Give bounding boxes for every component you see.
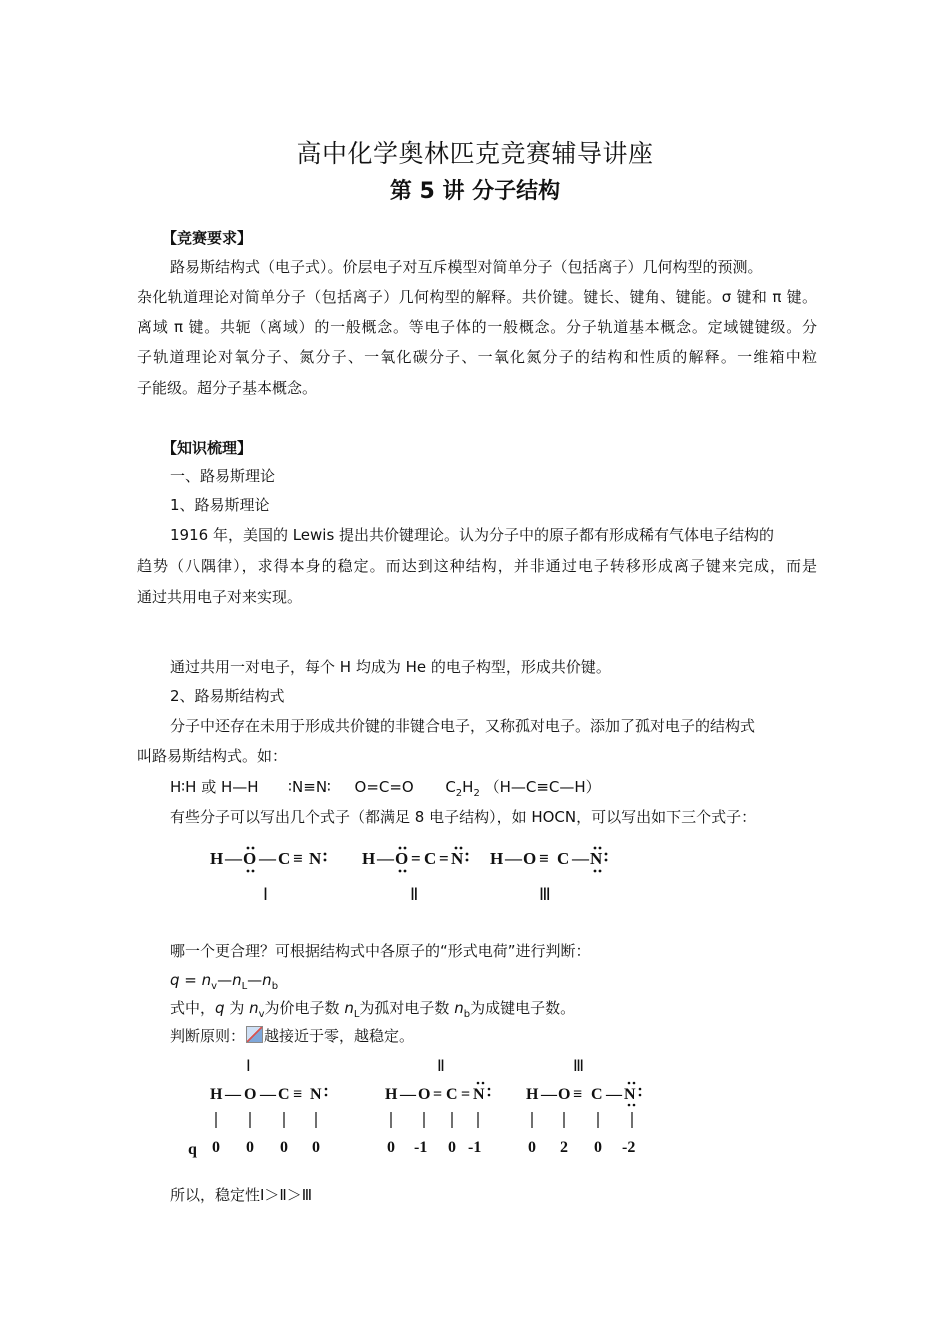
lewis-paragraph-line-2: 趋势（八隅律），求得本身的稳定。而达到这种结构，并非通过电子转移形成离子键来完成，而是: [137, 557, 817, 575]
hocn-line: 有些分子可以写出几个式子（都满足 8 电子结构），如 HOCN，可以写出如下三个式子：: [170, 808, 757, 826]
structure-paragraph-line-2: 叫路易斯结构式。如：: [137, 747, 288, 765]
svg-text:N: N: [473, 1086, 485, 1103]
charge-I-C: 0: [280, 1139, 288, 1156]
lewis-paragraph-line-3: 通过共用电子对来实现。: [137, 588, 303, 606]
struct-I-O: O: [243, 849, 257, 868]
requirements-line-3: 离域 π 键。共轭（离域）的一般概念。等电子体的一般概念。分子轨道基本概念。定域键键级。分: [137, 318, 817, 336]
numeral-II: Ⅱ: [410, 885, 419, 904]
svg-text:H: H: [385, 1086, 398, 1103]
struct-III-N: N: [590, 849, 603, 868]
page-title: 高中化学奥林匹克竞赛辅导讲座: [296, 139, 654, 168]
struct-I-H: H: [210, 849, 224, 868]
svg-text:—: —: [541, 1086, 557, 1103]
structure-paragraph-line-1: 分子中还存在未用于形成共价键的非键合电子，又称孤对电子。添加了孤对电子的结构式: [170, 717, 756, 735]
svg-text:O: O: [558, 1086, 571, 1103]
charge-II-N: -1: [468, 1139, 482, 1156]
charge-III-N: -2: [622, 1139, 636, 1156]
section-1-2-heading: 2、路易斯结构式: [170, 687, 285, 705]
co2-example: O=C=O: [354, 778, 414, 796]
requirements-line-2: 杂化轨道理论对简单分子（包括离子）几何构型的解释。共价键。键长、键角、键能。σ 键和 π 键。: [137, 288, 817, 306]
charge-II-C: 0: [448, 1139, 456, 1156]
c2h2-formula: $C_2H_2$: [445, 778, 480, 799]
svg-text:=: =: [461, 1086, 471, 1103]
svg-text:C: C: [591, 1086, 603, 1103]
charge-label: q: [188, 1141, 197, 1158]
svg-text:H: H: [526, 1086, 539, 1103]
svg-text:—: —: [225, 1086, 241, 1103]
section-1-1-heading: 1、路易斯理论: [170, 496, 270, 514]
requirements-heading: 【竞赛要求】: [162, 229, 253, 247]
struct-II-N: N: [451, 849, 464, 868]
principle-line: 判断原则： 越接近于零，越稳定。: [170, 1027, 415, 1045]
struct-I-C: C: [278, 849, 291, 868]
n2-example: ∶N≡N∶: [288, 778, 331, 796]
svg-text:≡: ≡: [293, 1086, 303, 1103]
section-1-heading: 一、路易斯理论: [170, 467, 276, 485]
formal-charge-formula: $q = n_v—n_L—n_b$: [170, 971, 279, 992]
svg-text:O: O: [418, 1086, 431, 1103]
struct-I-bond3: ≡: [293, 849, 303, 868]
numeral-III: Ⅲ: [539, 885, 551, 904]
struct-II-bond2: =: [411, 849, 421, 868]
fc-numeral-I: Ⅰ: [246, 1058, 251, 1075]
struct-II-bond3: =: [439, 849, 449, 868]
svg-text:=: =: [433, 1086, 443, 1103]
struct-III-bond2: ≡: [539, 849, 549, 868]
charge-II-H: 0: [387, 1139, 395, 1156]
struct-III-C: C: [557, 849, 570, 868]
examples-line: [170, 777, 850, 804]
fc-numeral-III: Ⅲ: [573, 1058, 585, 1075]
shared-pair-line: 通过共用一对电子，每个 H 均成为 He 的电子构型，形成共价键。: [170, 658, 611, 676]
charge-I-H: 0: [212, 1139, 220, 1156]
judgment-line: 哪一个更合理？可根据结构式中各原子的“形式电荷”进行判断：: [170, 942, 591, 960]
knowledge-heading: 【知识梳理】: [162, 439, 253, 457]
struct-III-bond3: —: [572, 849, 589, 868]
charge-II-O: -1: [414, 1139, 428, 1156]
struct-III-bond1: —: [505, 849, 522, 868]
struct-II-O: O: [395, 849, 409, 868]
formal-charge-figure: [180, 1052, 660, 1162]
requirements-line-1: 路易斯结构式（电子式）。价层电子对互斥模型对简单分子（包括离子）几何构型的预测。: [170, 258, 763, 276]
formula-explanation: 式中，q 为 $n_v$为价电子数 $n_L$为孤对电子数 $n_b$为成键电子数。: [170, 999, 576, 1020]
svg-text:N: N: [624, 1086, 636, 1103]
struct-II-H: H: [362, 849, 376, 868]
charge-connector-lines: [216, 1112, 632, 1128]
svg-text:—: —: [260, 1086, 276, 1103]
requirements-line-4: 子轨道理论对氧分子、氮分子、一氧化碳分子、一氧化氮分子的结构和性质的解释。一维箱中粒: [137, 348, 817, 366]
struct-III-H: H: [490, 849, 504, 868]
struct-I-bond2: —: [259, 849, 276, 868]
charge-III-H: 0: [528, 1139, 536, 1156]
conclusion-line: 所以，稳定性Ⅰ＞Ⅱ＞Ⅲ: [170, 1186, 313, 1204]
svg-text:H: H: [210, 1086, 223, 1103]
requirements-line-5: 子能级。超分子基本概念。: [137, 379, 318, 397]
h2-example: H∶H 或 H—H: [170, 778, 259, 796]
svg-text:C: C: [446, 1086, 458, 1103]
charge-III-O: 2: [560, 1139, 568, 1156]
svg-text:O: O: [244, 1086, 257, 1103]
struct-I-bond1: —: [225, 849, 242, 868]
svg-text:N: N: [310, 1086, 322, 1103]
numeral-I: Ⅰ: [263, 885, 269, 904]
hocn-structures-figure: [205, 838, 625, 908]
struct-III-O: O: [523, 849, 537, 868]
struct-I-N: N: [309, 849, 322, 868]
svg-text:—: —: [400, 1086, 416, 1103]
lewis-paragraph-line-1: 1916 年，美国的 Lewis 提出共价键理论。认为分子中的原子都有形成稀有气体电子结构的: [170, 526, 775, 544]
broken-image-icon: [246, 1026, 263, 1043]
struct-II-bond1: —: [377, 849, 394, 868]
svg-text:—: —: [606, 1086, 622, 1103]
charge-III-C: 0: [594, 1139, 602, 1156]
charge-I-O: 0: [246, 1139, 254, 1156]
c2h2-structure: （H—C≡C—H）: [484, 778, 601, 796]
svg-text:≡: ≡: [573, 1086, 583, 1103]
svg-text:C: C: [278, 1086, 290, 1103]
charge-I-N: 0: [312, 1139, 320, 1156]
fc-numeral-II: Ⅱ: [437, 1058, 445, 1075]
struct-II-C: C: [424, 849, 437, 868]
lecture-subtitle: 第 5 讲 分子结构: [389, 179, 561, 204]
